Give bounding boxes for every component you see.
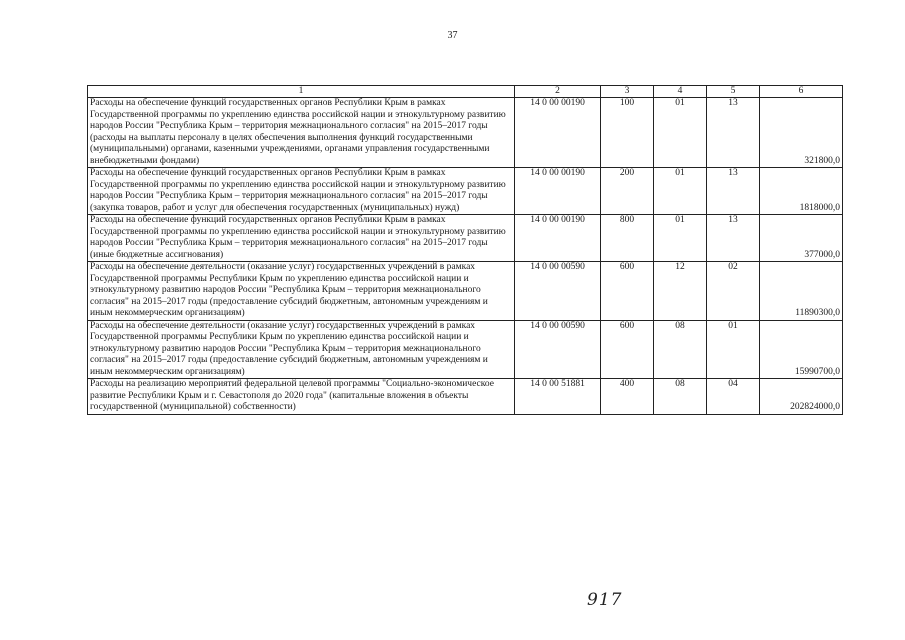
row-type: 600 — [601, 320, 654, 379]
row-amount: 11890300,0 — [760, 262, 843, 321]
row-subsection: 13 — [707, 98, 760, 168]
row-section: 12 — [654, 262, 707, 321]
row-amount: 15990700,0 — [760, 320, 843, 379]
row-section: 08 — [654, 379, 707, 415]
row-description: Расходы на обеспечение функций государственных органов Республики Крым в рамках Государственной программы по укреплению единства российской нации и этнокультурному развитию народов России "Республика Крым – территория межнационального согласия" на 2015–2017 годы (иные бюджетные ассигнования) — [88, 215, 515, 262]
row-code: 14 0 00 00190 — [515, 215, 601, 262]
header-col-2: 2 — [515, 86, 601, 98]
table-row — [88, 262, 843, 321]
row-type: 800 — [601, 215, 654, 262]
row-code: 14 0 00 00190 — [515, 168, 601, 215]
row-section: 08 — [654, 320, 707, 379]
row-code: 14 0 00 00190 — [515, 98, 601, 168]
header-col-5: 5 — [707, 86, 760, 98]
row-code: 14 0 00 00590 — [515, 262, 601, 321]
row-type: 600 — [601, 262, 654, 321]
row-subsection: 01 — [707, 320, 760, 379]
table-row — [88, 379, 843, 415]
header-col-1: 1 — [88, 86, 515, 98]
row-subsection: 13 — [707, 215, 760, 262]
header-row — [88, 86, 843, 98]
row-section: 01 — [654, 98, 707, 168]
header-col-6: 6 — [760, 86, 843, 98]
row-amount: 321800,0 — [760, 98, 843, 168]
row-section: 01 — [654, 168, 707, 215]
row-amount: 377000,0 — [760, 215, 843, 262]
row-subsection: 04 — [707, 379, 760, 415]
row-section: 01 — [654, 215, 707, 262]
row-type: 400 — [601, 379, 654, 415]
budget-table — [87, 85, 843, 415]
table-row — [88, 215, 843, 262]
row-description: Расходы на реализацию мероприятий федеральной целевой программы "Социально-экономическое развитие Республики Крым и г. Севастополя до 2020 года" (капитальные вложения в объекты государственной (муниципальной) собственности) — [88, 379, 515, 415]
table-row — [88, 98, 843, 168]
header-col-4: 4 — [654, 86, 707, 98]
row-amount: 1818000,0 — [760, 168, 843, 215]
row-code: 14 0 00 00590 — [515, 320, 601, 379]
row-type: 100 — [601, 98, 654, 168]
row-amount: 202824000,0 — [760, 379, 843, 415]
page-number: 37 — [447, 30, 458, 41]
row-description: Расходы на обеспечение деятельности (оказание услуг) государственных учреждений в рамках Государственной программы Республики Крым по укреплению единства российской нации и этнокультурному развитию народов России "Республика Крым – территория межнационального согласия" на 2015–2017 годы (предоставление субсидий бюджетным, автономным учреждениям и иным некоммерческим организациям) — [88, 262, 515, 321]
row-type: 200 — [601, 168, 654, 215]
row-description: Расходы на обеспечение деятельности (оказание услуг) государственных учреждений в рамках Государственной программы Республики Крым по укреплению единства российской нации и этнокультурному развитию народов России "Республика Крым – территория межнационального согласия" на 2015–2017 годы (предоставление субсидий бюджетным, автономным учреждениям и иным некоммерческим организациям) — [88, 320, 515, 379]
header-col-3: 3 — [601, 86, 654, 98]
row-description: Расходы на обеспечение функций государственных органов Республики Крым в рамках Государственной программы по укреплению единства российской нации и этнокультурному развитию народов России "Республика Крым – территория межнационального согласия" на 2015–2017 годы (закупка товаров, работ и услуг для обеспечения государственных (муниципальных) нужд) — [88, 168, 515, 215]
row-subsection: 02 — [707, 262, 760, 321]
row-description: Расходы на обеспечение функций государственных органов Республики Крым в рамках Государственной программы по укреплению единства российской нации и этнокультурному развитию народов России "Республика Крым – территория межнационального согласия" на 2015–2017 годы (расходы на выплаты персоналу в целях обеспечения выполнения функций государственными (муниципальными) органами, казенными учреждениями, органами управления государственными внебюджетными фондами) — [88, 98, 515, 168]
row-subsection: 13 — [707, 168, 760, 215]
row-code: 14 0 00 51881 — [515, 379, 601, 415]
table-row — [88, 320, 843, 379]
table-row — [88, 168, 843, 215]
handwritten-signature: 917 — [587, 590, 623, 610]
